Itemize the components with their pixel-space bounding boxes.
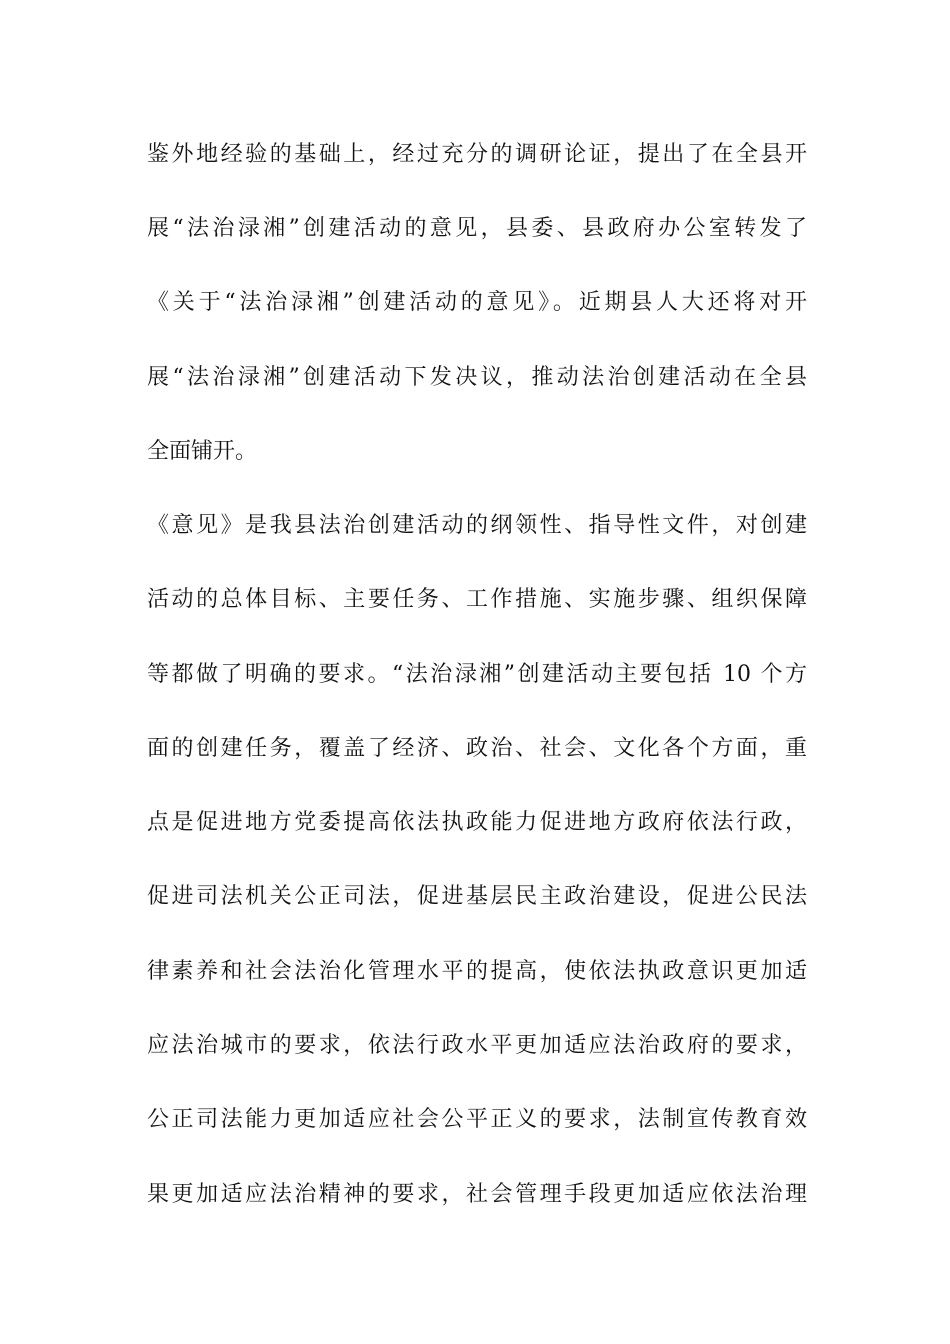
paragraph-2-line-6: 促进司法机关公正司法，促进基层民主政治建设，促进公民法 [147, 884, 807, 909]
paragraph-2-line-4: 面的创建任务，覆盖了经济、政治、社会、文化各个方面，重 [147, 736, 807, 761]
paragraph-2-line-5: 点是促进地方党委提高依法执政能力促进地方政府依法行政， [147, 810, 807, 835]
paragraph-1-line-2: 展“法治渌湘”创建活动的意见，县委、县政府办公室转发了 [147, 216, 807, 241]
paragraph-2-line-8: 应法治城市的要求，依法行政水平更加适应法治政府的要求， [147, 1033, 807, 1058]
paragraph-2-line-2: 活动的总体目标、主要任务、工作措施、实施步骤、组织保障 [147, 587, 807, 612]
paragraph-2-line-1: 《意见》是我县法治创建活动的纲领性、指导性文件，对创建 [147, 513, 807, 538]
paragraph-2-line-9: 公正司法能力更加适应社会公平正义的要求，法制宣传教育效 [147, 1107, 807, 1132]
paragraph-1-line-5: 全面铺开。 [147, 439, 258, 464]
paragraph-2-line-10: 果更加适应法治精神的要求，社会管理手段更加适应依法治理 [147, 1182, 807, 1207]
paragraph-1-line-1: 鉴外地经验的基础上，经过充分的调研论证，提出了在全县开 [147, 142, 807, 167]
paragraph-1-line-4: 展“法治渌湘”创建活动下发决议，推动法治创建活动在全县 [147, 365, 807, 390]
paragraph-2-line-7: 律素养和社会法治化管理水平的提高，使依法执政意识更加适 [147, 959, 807, 984]
paragraph-2-line-3: 等都做了明确的要求。“法治渌湘”创建活动主要包括 10 个方 [147, 662, 807, 687]
paragraph-1-line-3: 《关于“法治渌湘”创建活动的意见》。近期县人大还将对开 [147, 290, 807, 315]
